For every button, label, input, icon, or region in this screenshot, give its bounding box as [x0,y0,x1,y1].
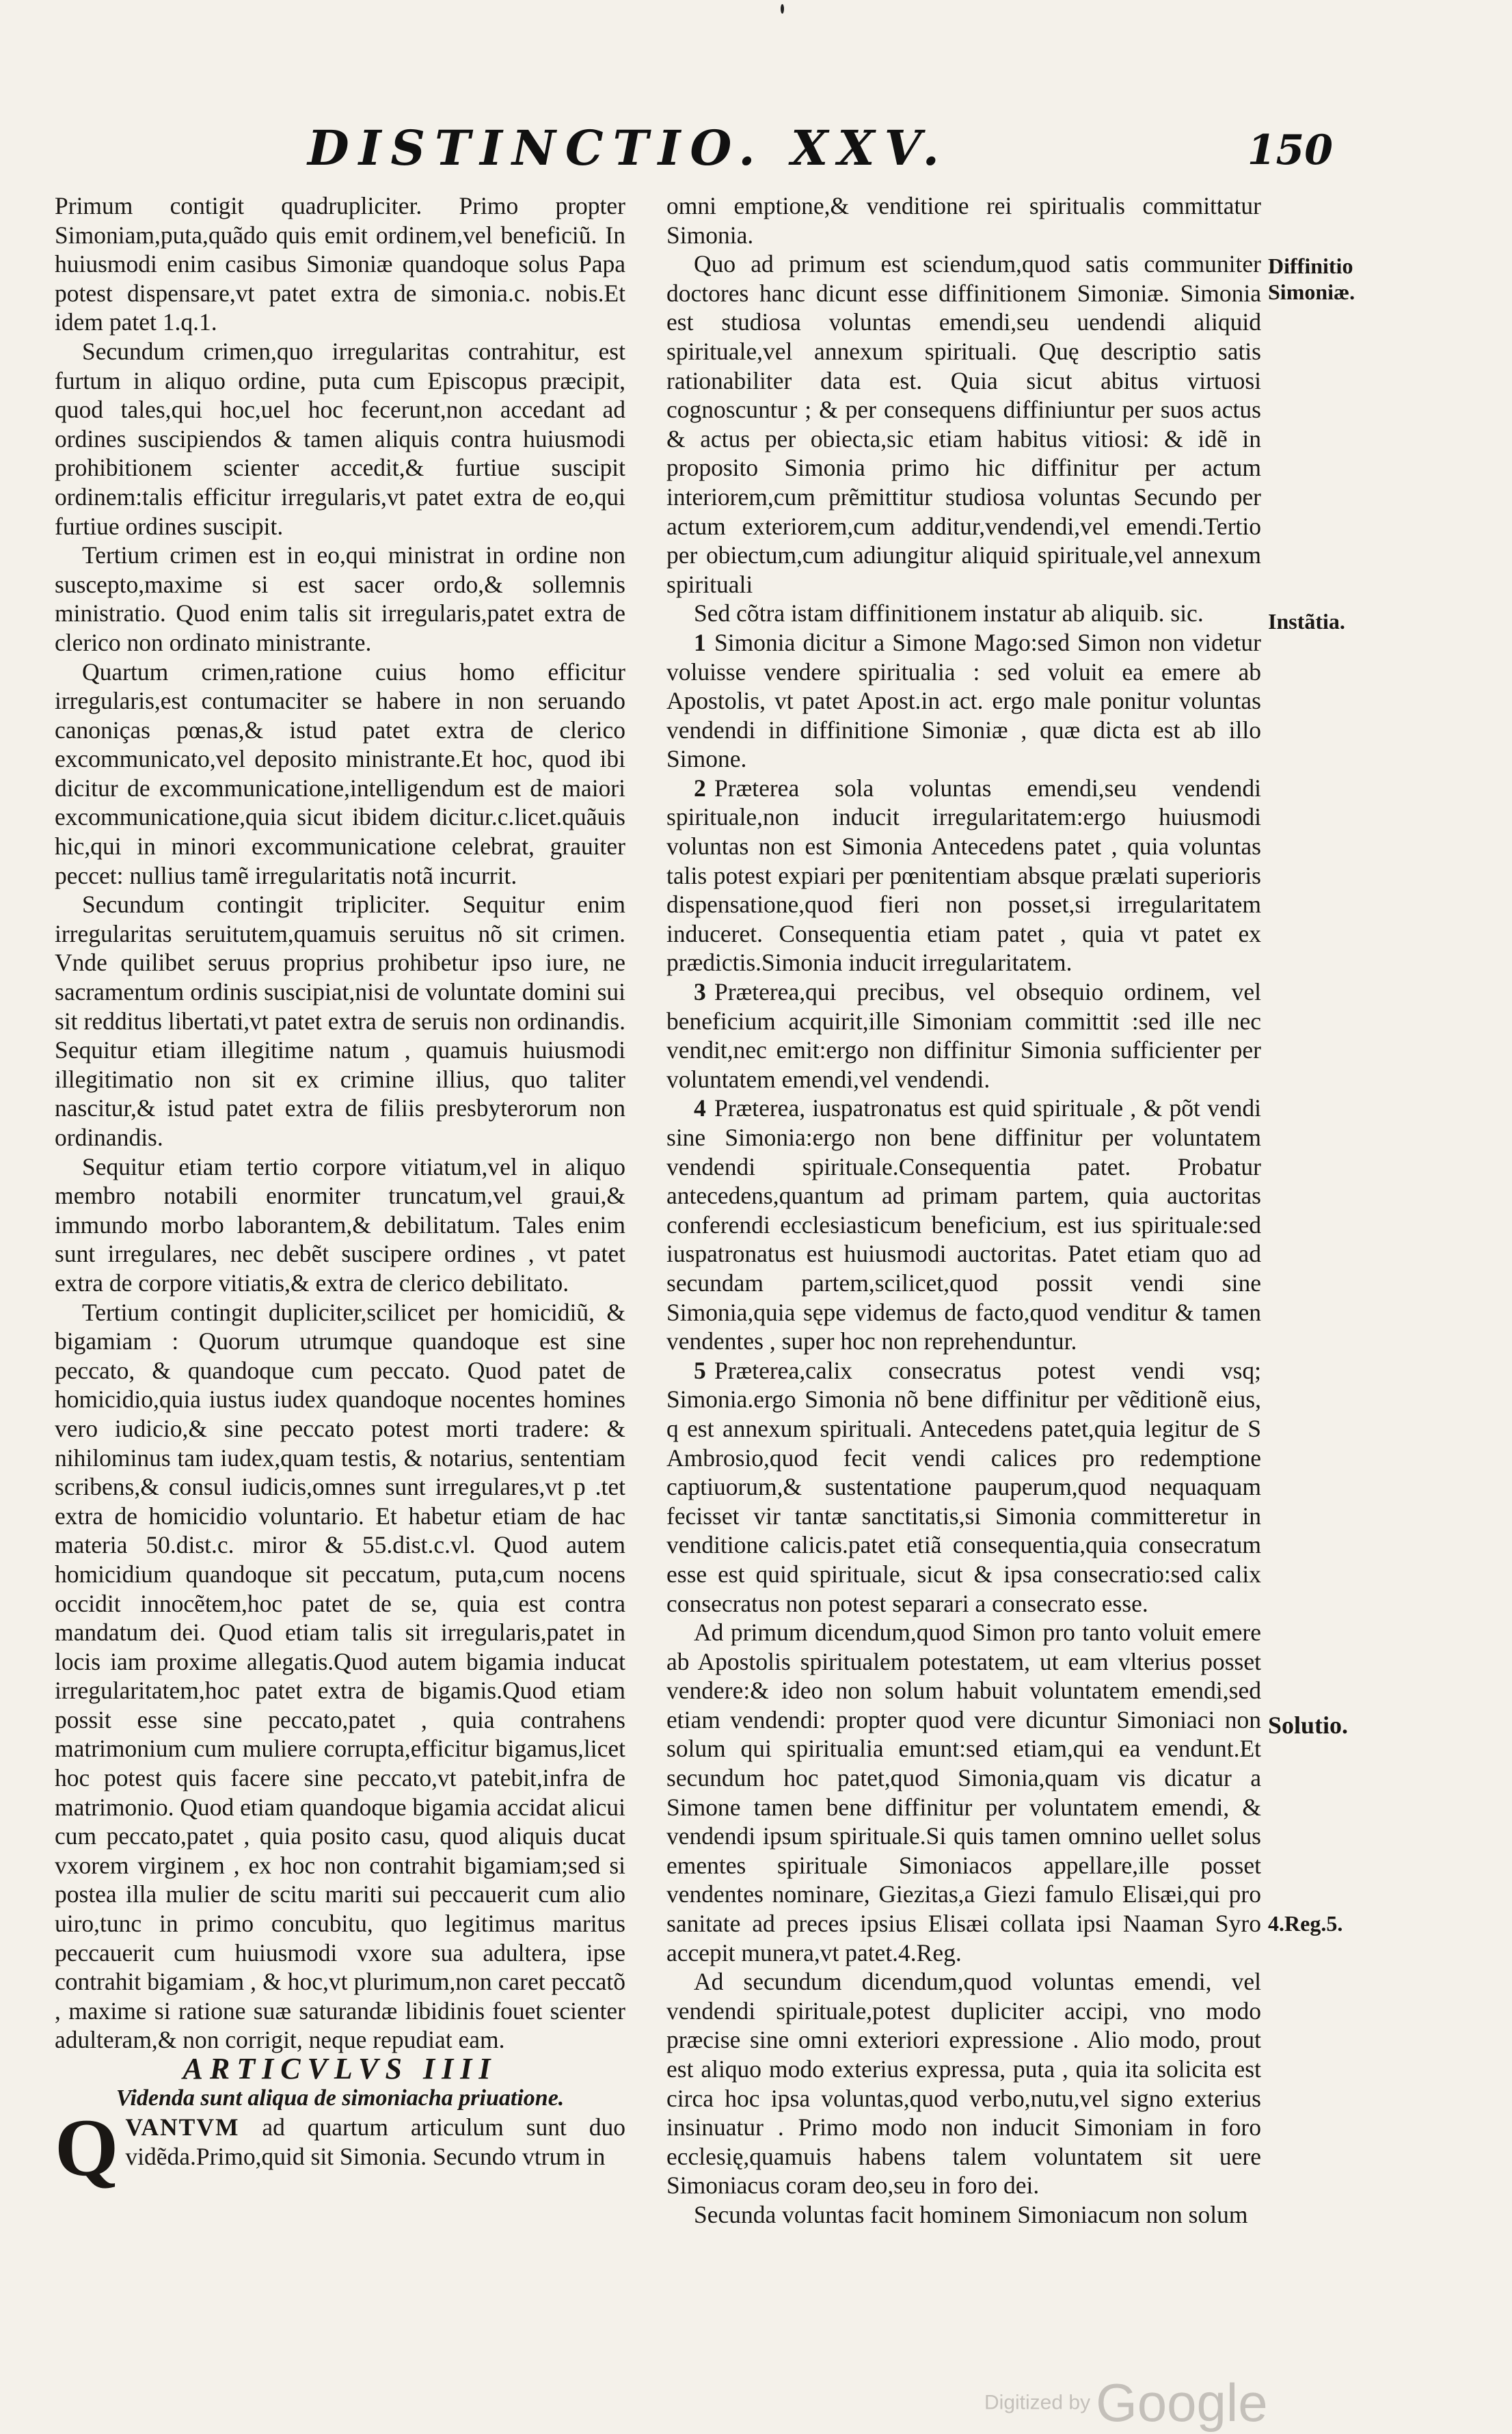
ink-speck [781,4,784,14]
paragraph [666,977,1261,1094]
paragraph-text: Præterea,calix consecratus potest vendi vsq; Simonia.ergo Simonia nõ bene diffinitur per vẽditionẽ eius, q est annexum spirituali. Antecedens patet,quia legitur de S Ambrosio,quod fecit vendi calices pro redemptione captiuorum,& sustentatione pauperum,quod nequaquam fecisset vir tantæ sanctitatis,si Simonia committeretur in venditione calicis.patet etiã consequentia,quia consecratum esse est quid spirituale, sicut & ipsa consecratio:sed calix consecratus non potest separari a consecrato esse. [666,1356,1261,1617]
margin-note-instantia: Instãtia. [1268,609,1345,634]
opening-text: ad quartum articulum sunt duo vidẽda.Primo,quid sit Simonia. Secundo vtrum in [125,2113,625,2170]
paragraph-text: Simonia dicitur a Simone Mago:sed Simon non videtur voluisse vendere spiritualia : sed voluit ea emere ab Apostolis, vt patet Apost.in act. ergo male ponitur voluntas vendendi in diffinitione Simoniæ , quæ dicta est ab illo Simone. [666,628,1261,773]
paragraph: Primum contigit quadrupliciter. Primo propter Simoniam,puta,quãdo quis emit ordinem,vel beneficiũ. In huiusmodi enim casibus Simoniæ quandoque solus Papa potest dispensare,vt patet extra de simonia.c. nobis.Et idem patet 1.q.1. [55,192,625,336]
page-header [308,120,1333,195]
paragraph-text: omni emptione,& venditione rei spiritualis committatur Simonia. [666,192,1261,249]
paragraph [666,1356,1261,1618]
paragraph [666,191,1261,249]
paragraph [666,774,1261,977]
page-number: 150 [1247,126,1333,174]
paragraph: Secundum crimen,quo irregularitas contrahitur, est furtum in aliquo ordine, puta cum Episcopus præcipit, quod tales,qui hoc,uel hoc fecerunt,non accedant ad ordines suscipiendos & tamen aliquis contra huiusmodi prohibitionem scienter accedit,& furtiue suscipit ordinem:talis efficitur irregularis,vt patet extra de eo,qui furtiue ordines suscipit. [55,337,625,540]
google-logo: Google [1096,2372,1268,2433]
watermark-prefix: Digitized by [984,2391,1091,2414]
paragraph [666,1094,1261,1355]
left-column [55,191,625,2242]
paragraph-text: Ad secundum dicendum,quod voluntas emendi, vel vendendi spirituale,potest dupliciter accipi, vno modo præcise sine omni exteriori expressione . Alio modo, prout est aliquo modo exterius expressa, puta , quia ita solicita est circa hoc ipsa voluntas,quod verbo,nutu,vel signo exterius insinuatur . Primo modo non inducit Simoniam in foro ecclesię,quamuis habens talem voluntatem sit uere Simoniacus coram deo,seu in foro dei. [666,1968,1261,2200]
paragraph-text: Secunda voluntas facit hominem Simoniacum non solum [694,2200,1248,2228]
paragraph [666,1967,1261,2200]
paragraph [666,1618,1261,1967]
paragraph: Tertium crimen est in eo,qui ministrat in ordine non suscepto,maxime si est sacer ordo,& sollemnis ministratio. Quod enim talis sit irregularis,patet extra de clerico non ordinato ministrante. [55,541,625,656]
running-head: DISTINCTIO. XXV. [308,120,949,176]
article-opening [55,2102,625,2193]
paragraph [666,249,1261,599]
paragraph-text: Præterea sola voluntas emendi,seu vendendi spirituale,non inducit irregularitatem:ergo huiusmodi voluntas non est Simonia Antecedens patet , quia voluntas talis potest expiari per pœnitentiam absque prælati superioris dispensatione,quod fieri non posset,si irregularitatem induceret. Consequentia etiam patet , quia vt patet ex prædictis.Simonia inducit irregularitatem. [666,774,1261,977]
paragraph [666,2200,1261,2230]
paragraph-text: Præterea, iuspatronatus est quid spirituale , & põt vendi sine Simonia:ergo non bene diffinitur per voluntatem vendendi spirituale.Consequentia patet. Probatur antecedens,quantum ad primam partem, quia auctoritas conferendi ecclesiasticum beneficium, est ius spirituale:sed iuspatronatus est huiusmodi auctoritas. Patet etiam quo ad secundam partem,scilicet,quod possit vendi sine Simonia,quia sępe videmus de facto,quod venditur & tamen vendentes , super hoc non reprehenduntur. [666,1094,1261,1355]
paragraph-text: Præterea,qui precibus, vel obsequio ordinem, vel beneficium acquirit,ille Simoniam committit :sed ille nec vendit,nec emit:ergo non diffinitur Simonia sufficienter per voluntatem emendi,vel vendendi. [666,978,1261,1093]
digitized-watermark [984,2372,1268,2434]
paragraph-text: Quo ad primum est sciendum,quod satis communiter doctores hanc dicunt esse diffinitionem Simoniæ. Simonia est studiosa voluntas emendi,seu uendendi aliquid spirituale,vel annexum spirituali. Quę descriptio satis rationabiliter data est. Quia sicut abitus virtuosi cognoscuntur ; & per consequens diffiniuntur per suos actus & actus per obiecta,sic etiam habitus vitiosi: & idẽ in proposito Simonia primo hic diffinitur per actum interiorem,cum prẽmittitur studiosa voluntas Secundo per actum exteriorem,cum additur,vendendi,vel emendi.Tertio per obiectum,cum adiungitur aliquid spirituale,vel annexum spirituali [666,250,1261,598]
article-title: ARTICVLVS IIII [183,2052,498,2085]
paragraph [666,599,1261,628]
margin-note-solutio: Solutio. [1268,1712,1349,1739]
objection-number: 2 [694,774,706,802]
margin-note-diffinitio: Diffinitio Simoniæ. [1268,254,1355,304]
paragraph: Sequitur etiam tertio corpore vitiatum,vel in aliquo membro notabili enormiter truncatum,vel graui,& immundo morbo laborantem,& debilitatum. Tales enim sunt irregulares, nec debẽt suscipere ordines , vt patet extra de corpore vitiatis,& extra de clerico debilitato. [55,1152,625,1297]
paragraph [666,628,1261,774]
paragraph-text: Ad primum dicendum,quod Simon pro tanto voluit emere ab Apostolis spiritualem potestatem, ut eam vlterius posset vendere:& ideo non solum habuit voluntatem emendi,sed etiam vendendi: propter quod vere dicuntur Simoniaci non solum qui spiritualia emunt:sed etiam,qui ea vendunt.Et secundum hoc patet,quod Simonia,quam vis dicatur a Simone tamen bene diffinitur per voluntatem emendi, & vendendi ipsum spirituale.Si quis tamen omnino uellet solus ementes spirituale Simoniacos appellare,ille posset vendentes nominare, Giezitas,a Giezi famulo Elisæi,qui pro sanitate ad preces ipsius Elisæi collata ipsi Naaman Syro accepit munera,vt patet.4.Reg. [666,1619,1261,1966]
objection-number: 3 [694,978,706,1006]
objection-number: 5 [694,1356,706,1384]
right-column [666,191,1261,2242]
article-subtitle: Videnda sunt aliqua de simoniacha priuatione. [116,2085,565,2111]
opening-lead-word: VANTVM [125,2113,240,2141]
objection-number: 1 [694,628,706,656]
paragraph: Secundum contingit tripliciter. Sequitur enim irregularitas seruitutem,quamuis seruitus nõ sit crimen. Vnde quilibet seruus proprius prohibetur ipso iure, ne sacramentum ordinis suscipiat,nisi de voluntate domini sui sit redditus libertati,vt patet extra de seruis non ordinandis. Sequitur etiam illegitime natum , quamuis huiusmodi illegitimatio non sit ex crimine illius, quo taliter nascitur,& istud patet extra de filiis presbyterorum non ordinandis. [55,891,625,1151]
drop-cap: Q [55,2102,119,2193]
objection-number: 4 [694,1094,706,1122]
paragraph: Tertium contingit dupliciter,scilicet per homicidiũ, & bigamiam : Quorum utrumque quandoque est sine peccato, & quandoque cum peccato. Quod patet de homicidio,quia iustus iudex quandoque nocentes homines vero iudicio,& sine peccato potest morti tradere: & nihilominus tam iudex,quam testis, & notarius, sententiam scribens,& consul iudicis,omnes sunt irregulares,vt p .tet extra de homicidio voluntario. Et habetur etiam de hac materia 50.dist.c. miror & 55.dist.c.vl. Quod autem homicidium quandoque sit peccatum, puta,cum nocens occidit innocẽtem,hoc patet de se, quia est contra mandatum dei. Quod etiam talis sit irregularis,patet in locis iam proxime allegatis.Quod autem bigamia inducat irregularitatem,hoc patet extra de bigamis.Quod etiam possit esse sine peccato,patet , quia contrahens matrimonium cum muliere corrupta,efficitur bigamus,licet hoc potest quis facere sine peccato,vt patebit,infra de matrimonio. Quod etiam quandoque bigamia accidat alicui cum peccato,patet , quia posito casu, quod aliquis ducat vxorem virginem , ex hoc non contrahit bigamiam;sed si postea illa mulier de scitu mariti sui peccauerit cum alio uiro,tunc in primo concubitu, quo legitimus maritus peccauerit cum huiusmodi vxore sua adultera, ipse contrahit bigamiam , & hoc,vt plurimum,non caret peccatõ , maxime si ratione suæ saturandæ libidinis fouet scienter adulteram,& non corrigit, neque repudiat eam. [55,1298,625,2054]
paragraph: Quartum crimen,ratione cuius homo efficitur irregularis,est contumaciter se habere in non seruando canoniças pœnas,& istud patet extra de clerico excommunicato,vel deposito ministrante.Et hoc, quod ibi dicitur de excommunicatione,intelligendum est de maiori excommunicatione,quia sicut ibidem dicitur.c.licet.quãuis hic,qui in minori excommunicatione celebrat, grauiter peccet: nullius tamẽ irregularitatis notã incurrit. [55,658,625,889]
paragraph-text: Sed cõtra istam diffinitionem instatur ab aliquib. sic. [694,599,1204,627]
margin-note-reference: 4.Reg.5. [1268,1911,1343,1936]
